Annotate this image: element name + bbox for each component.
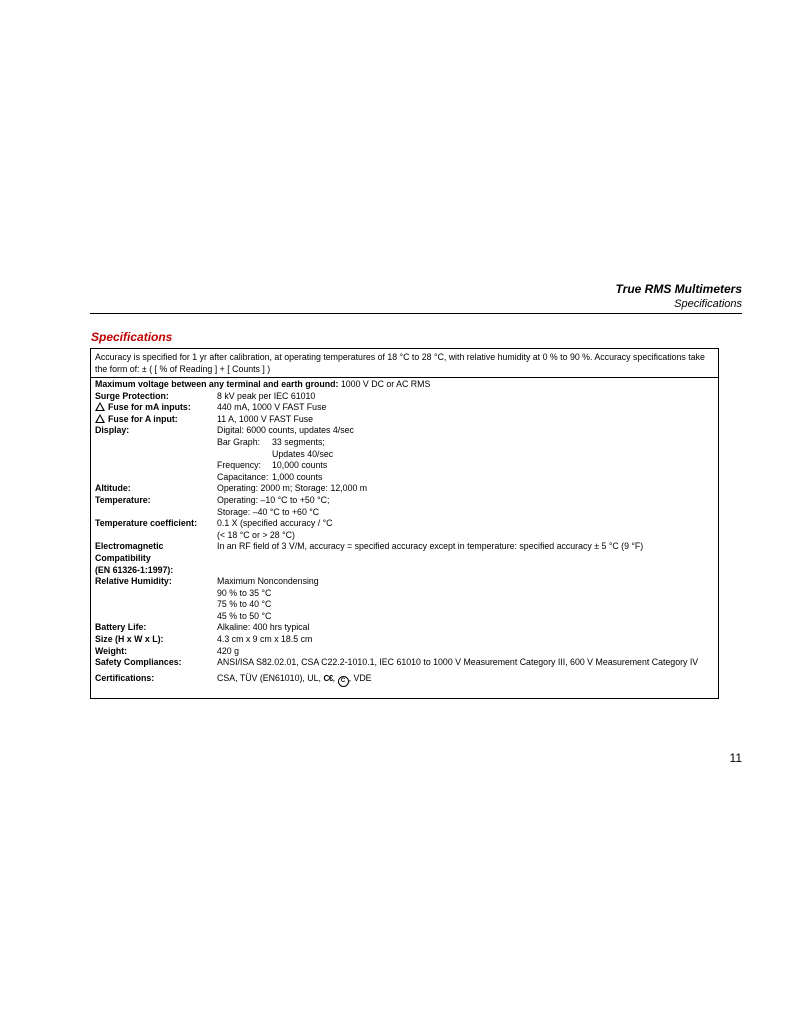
spec-row-size xyxy=(95,634,714,646)
spec-row-certifications: Certifications: CSA, TÜV (EN61010), UL, C€, C , VDE xyxy=(95,673,714,687)
altitude-label: Altitude: xyxy=(95,483,131,494)
emc-label-2: Compatibility xyxy=(95,552,151,563)
spec-row-battery xyxy=(95,622,714,634)
humidity-line4: 45 % to 50 °C xyxy=(217,610,272,621)
display-frequency: 10,000 counts xyxy=(272,460,328,471)
temperature-label: Temperature: xyxy=(95,494,151,505)
display-bar-graph-1: 33 segments; xyxy=(272,436,325,447)
spec-row-emc xyxy=(95,541,714,576)
battery-label: Battery Life: xyxy=(95,622,147,633)
certifications-label: Certifications: xyxy=(95,672,155,683)
csa-us-mark-icon: C xyxy=(338,676,349,687)
surge-label: Surge Protection: xyxy=(95,390,169,401)
running-header-subtitle: Specifications xyxy=(674,298,742,310)
fuse-ma-value: 440 mA, 1000 V FAST Fuse xyxy=(217,402,327,413)
temp-coefficient-line1: 0.1 X (specified accuracy / °C xyxy=(217,518,333,529)
vde-mark: VDE xyxy=(353,672,372,683)
altitude-value: Operating: 2000 m; Storage: 12,000 m xyxy=(217,483,368,494)
spec-row-fuse-ma xyxy=(95,402,714,414)
humidity-line2: 90 % to 35 °C xyxy=(217,587,272,598)
spec-row-fuse-a xyxy=(95,414,714,426)
emc-label-1: Electromagnetic xyxy=(95,541,164,552)
safety-label: Safety Compliances: xyxy=(95,657,182,668)
header-rule xyxy=(90,313,742,314)
spec-row-display xyxy=(95,425,714,483)
specifications-table xyxy=(90,348,719,699)
fuse-ma-label: Fuse for mA inputs: xyxy=(108,402,191,413)
fuse-a-value: 11 A, 1000 V FAST Fuse xyxy=(217,413,314,424)
weight-value: 420 g xyxy=(217,645,240,656)
spec-row-temp-coefficient xyxy=(95,518,714,541)
max-voltage-label: Maximum voltage between any terminal and earth ground: xyxy=(95,379,339,389)
spec-rows xyxy=(91,378,718,687)
temp-coefficient-line2: (< 18 °C or > 28 °C) xyxy=(217,529,295,540)
ce-mark-icon: C€ xyxy=(323,673,333,683)
size-value: 4.3 cm x 9 cm x 18.5 cm xyxy=(217,634,313,645)
emc-label-3: (EN 61326-1:1997): xyxy=(95,564,174,575)
spec-row-humidity xyxy=(95,576,714,622)
display-bar-graph-2: Updates 40/sec xyxy=(272,448,334,459)
display-frequency-key: Frequency: xyxy=(217,460,262,471)
warning-icon xyxy=(95,402,105,411)
humidity-line3: 75 % to 40 °C xyxy=(217,599,272,610)
spec-row-max-voltage xyxy=(95,379,714,391)
humidity-label: Relative Humidity: xyxy=(95,576,172,587)
warning-icon xyxy=(95,414,105,423)
max-voltage-value: 1000 V DC or AC RMS xyxy=(340,379,431,389)
humidity-line1: Maximum Noncondensing xyxy=(217,576,319,587)
spec-row-safety xyxy=(95,657,714,669)
size-label: Size (H x W x L): xyxy=(95,634,164,645)
display-bar-graph-key: Bar Graph: xyxy=(217,436,261,447)
accuracy-intro: Accuracy is specified for 1 yr after calibration, at operating temperatures of 18 °C to 28 °C, with relative humidity at 0 % to 90 %. Accuracy specifications take the form of: ± ( [ % of Reading ] + [ Counts ] ) xyxy=(91,349,718,378)
section-heading: Specifications xyxy=(91,330,173,344)
running-header xyxy=(616,281,742,312)
fuse-a-label: Fuse for A input: xyxy=(108,413,178,424)
certifications-value: CSA, TÜV (EN61010), UL, xyxy=(217,672,321,683)
battery-value: Alkaline: 400 hrs typical xyxy=(217,622,310,633)
display-capacitance: 1,000 counts xyxy=(272,471,323,482)
page-number: 11 xyxy=(729,751,742,765)
temperature-operating: Operating: –10 °C to +50 °C; xyxy=(217,494,330,505)
spec-row-weight xyxy=(95,646,714,658)
temp-coefficient-label: Temperature coefficient: xyxy=(95,518,198,529)
weight-label: Weight: xyxy=(95,645,128,656)
display-capacitance-key: Capacitance: xyxy=(217,471,269,482)
spec-row-altitude xyxy=(95,483,714,495)
safety-value: ANSI/ISA S82.02.01, CSA C22.2-1010.1, IEC 61010 to 1000 V Measurement Category III, 600 V Measurement Category IV xyxy=(217,657,699,668)
display-digital: Digital: 6000 counts, updates 4/sec xyxy=(217,425,354,436)
emc-value: In an RF field of 3 V/M, accuracy = specified accuracy except in temperature: specified accuracy ± 5 °C (9 °F) xyxy=(217,541,644,552)
spec-row-surge xyxy=(95,391,714,403)
surge-value: 8 kV peak per IEC 61010 xyxy=(217,390,316,401)
temperature-storage: Storage: –40 °C to +60 °C xyxy=(217,506,320,517)
spec-row-temperature xyxy=(95,495,714,518)
running-header-title: True RMS Multimeters xyxy=(615,282,742,296)
display-label: Display: xyxy=(95,425,130,436)
